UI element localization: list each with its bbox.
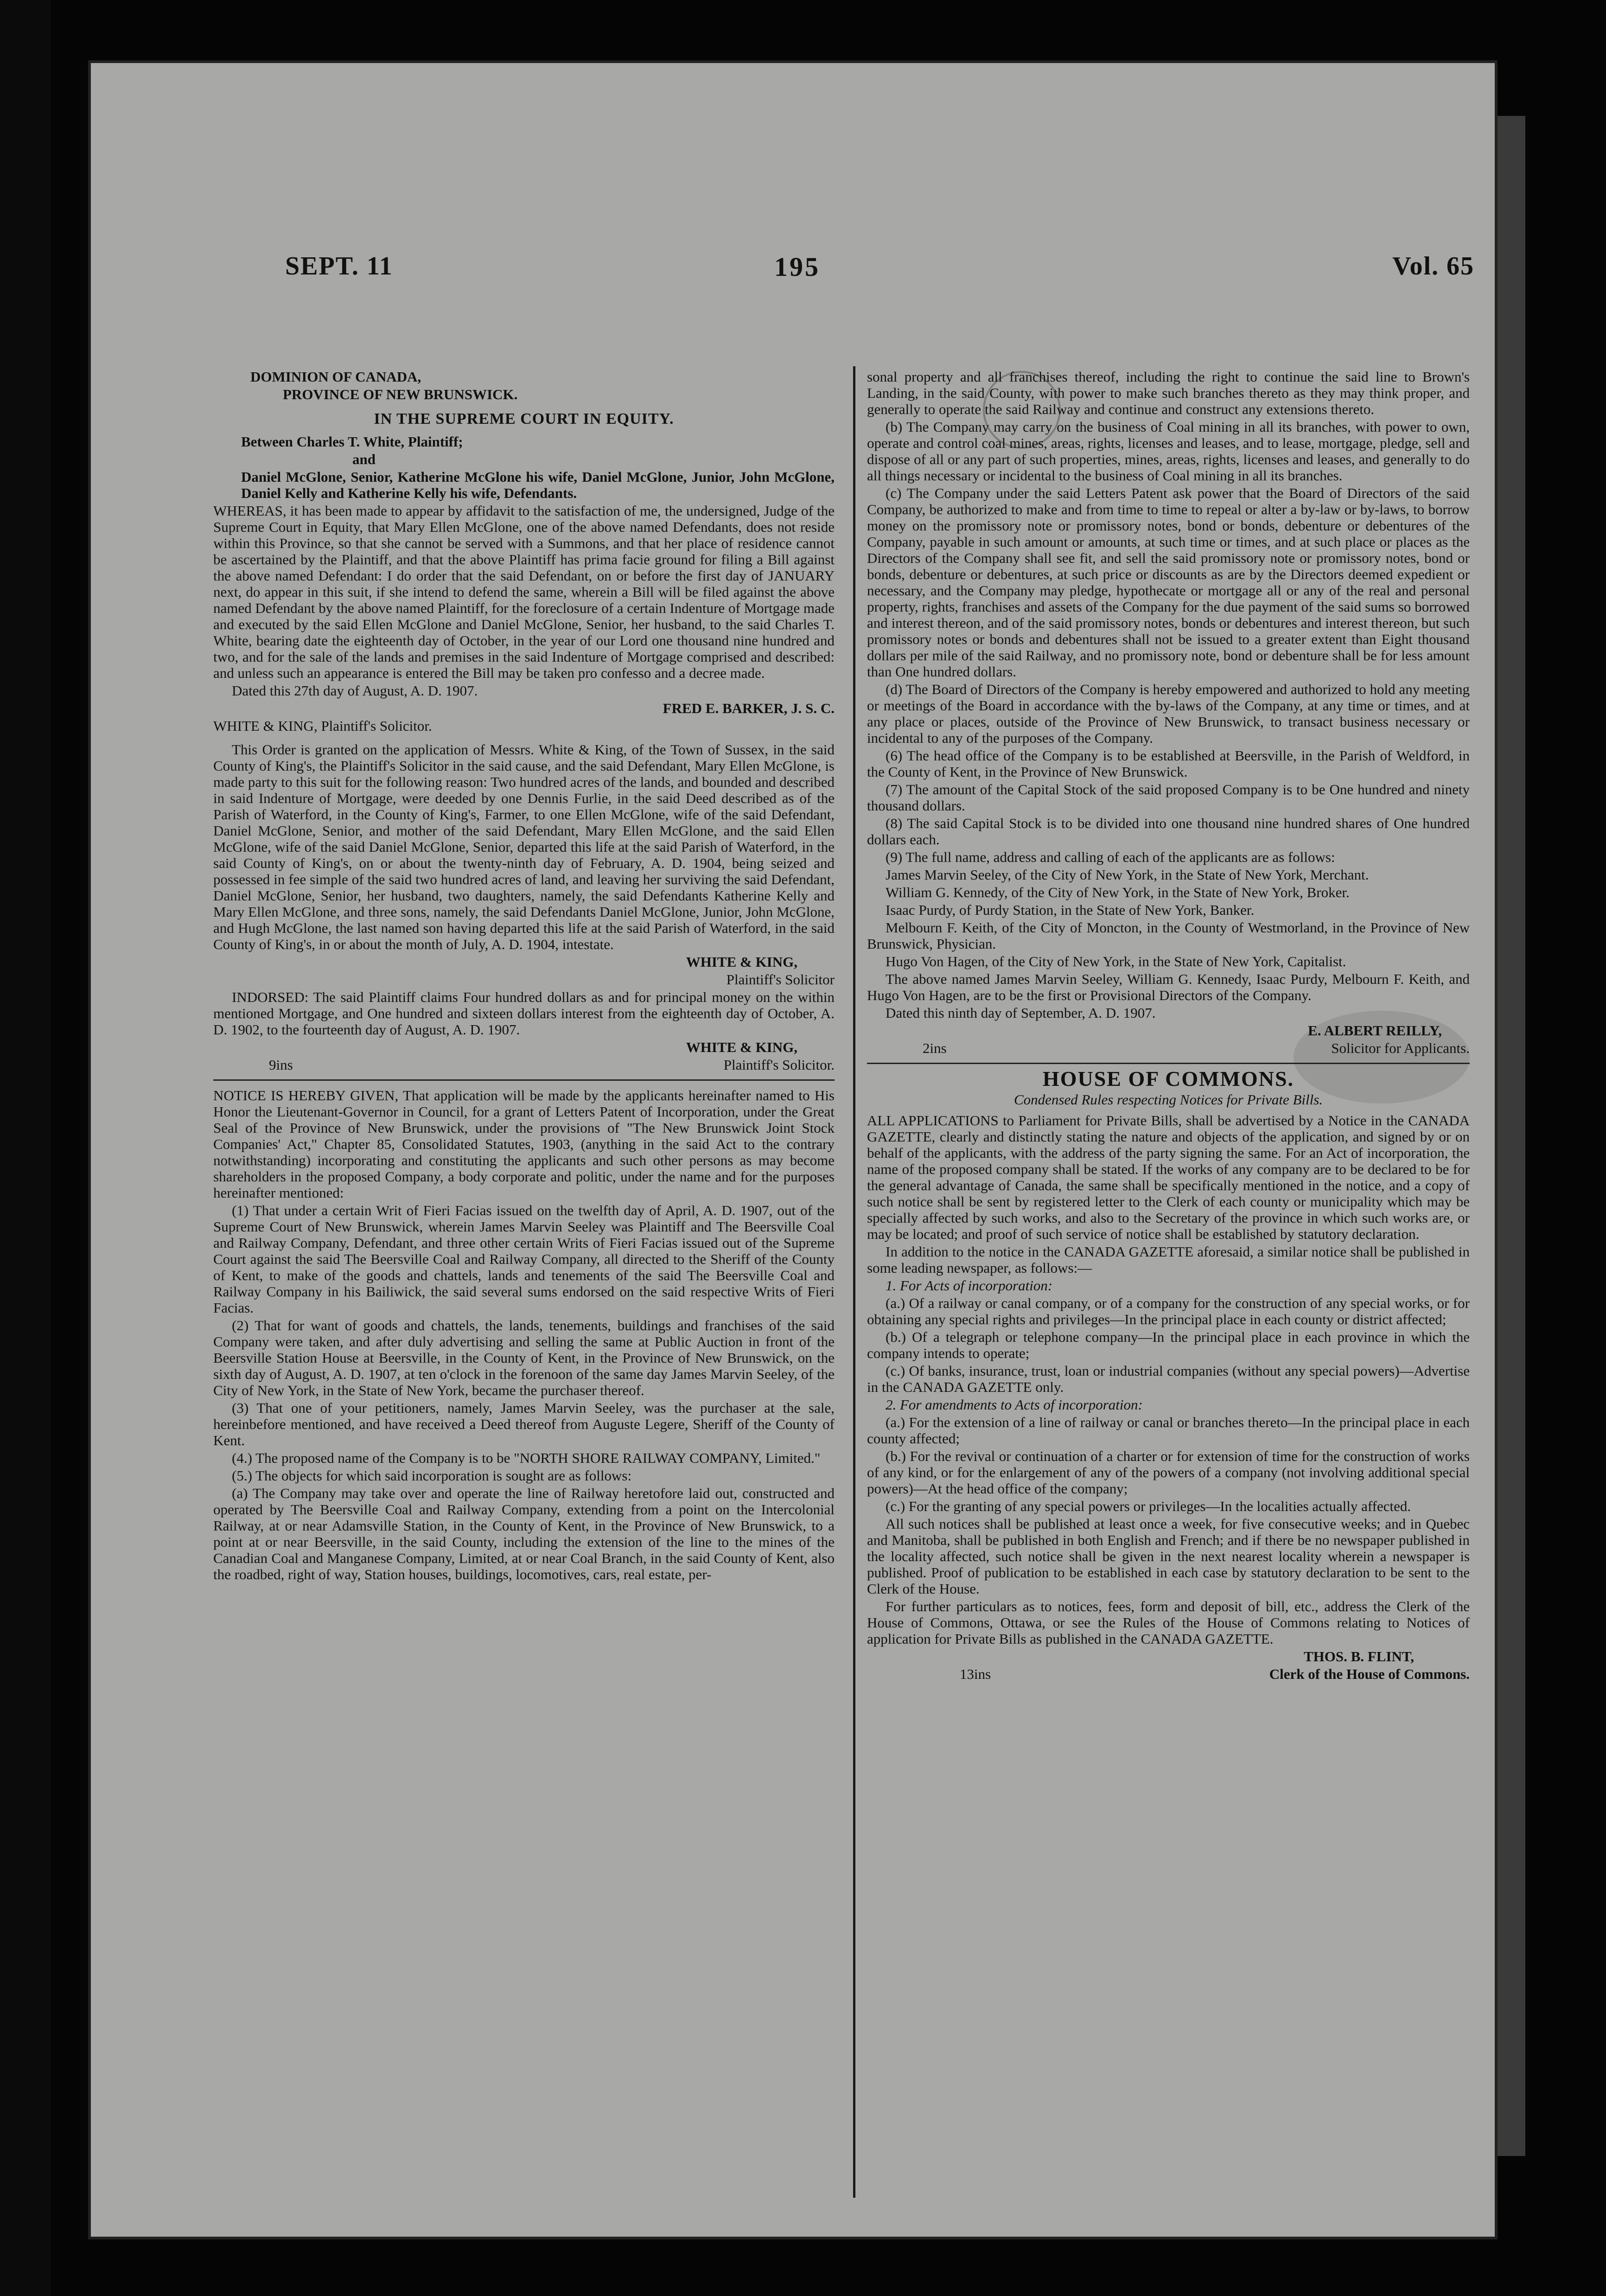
court-notice	[213, 369, 835, 1073]
court-signature-2-title: Plaintiff's Solicitor.	[723, 1057, 835, 1073]
hoc-item-1a: (a.) Of a railway or canal company, or of a company for the construction of any special works, or for obtaining any special rights and privileges—In the principal place in each county or district affected;	[867, 1295, 1470, 1327]
notice-signer-title: Solicitor for Applicants.	[1331, 1040, 1470, 1056]
notice-dated: Dated this ninth day of September, A. D. 1907.	[886, 1005, 1156, 1021]
court-title: IN THE SUPREME COURT IN EQUITY.	[374, 410, 674, 427]
hoc-rule-1: ALL APPLICATIONS to Parliament for Private Bills, shall be advertised by a Notice in the CANADA GAZETTE, clearly and distinctly stating the nature and objects of the application, and signed by or on behalf of the applicants, with the address of the party signing the same. For an Act of incorporation, the name of the proposed company shall be stated. If the works of any company are to be declared to be for the general advantage of Canada, the same shall be specifically mentioned in the notice, and a copy of such notice shall be sent by registered letter to the Clerk of each county or municipality which may be specially affected by such works, and also to the Secretary of the province in which such works are, or may be located; and proof of such service of notice shall be established by statutory declaration.	[867, 1112, 1470, 1242]
insertion-count-3: 13ins	[960, 1666, 991, 1682]
applicant-4: Melbourn F. Keith, of the City of Moncton, in the County of Westmorland, in the Province of New Brunswick, Physician.	[867, 919, 1470, 952]
provisional-directors: The above named James Marvin Seeley, William G. Kennedy, Isaac Purdy, Melbourn F. Keith, and Hugo Von Hagen, are to be the first or Provisional Directors of the Company.	[867, 971, 1470, 1003]
gazette-page	[88, 60, 1498, 2239]
hoc-heading-amendments: 2. For amendments to Acts of incorporation:	[886, 1397, 1143, 1413]
hoc-rule-3: All such notices shall be published at least once a week, for five consecutive weeks; and in Quebec and Manitoba, shall be published in both English and French; and if there be no newspaper published in the locality affected, such notice shall be given in the next nearest locality wherein a newspaper is published. Proof of publication to be established in each case by statutory declaration to be sent to the Clerk of the House.	[867, 1516, 1470, 1597]
notice-clause-6: (6) The head office of the Company is to be established at Beersville, in the Parish of Weldford, in the County of Kent, in the Province of New Brunswick.	[867, 747, 1470, 780]
notice-intro: NOTICE IS HEREBY GIVEN, That application will be made by the applicants hereinafter named to His Honor the Lieutenant-Governor in Council, for a grant of Letters Patent of Incorporation, under the Great Seal of the Province of New Brunswick, under the provisions of "The New Brunswick Joint Stock Companies' Act," Chapter 85, Consolidated Statutes, 1903, (anything in the said Act to the contrary notwithstanding) incorporating and constituting the applicants and such other persons as may become shareholders in the proposed Company, a body corporate and politic, under the name and for the purposes hereinafter mentioned:	[213, 1087, 835, 1201]
house-of-commons-subtitle: Condensed Rules respecting Notices for Private Bills.	[1013, 1091, 1323, 1108]
notice-continuation: sonal property and all franchises thereof, including the right to continue the said line to Brown's Landing, in the said County, with power to make such branches thereto as they may think proper, and generally to operate the said Railway and continue and construct any extensions thereto.	[867, 369, 1470, 417]
hoc-rule-4: For further particulars as to notices, fees, form and deposit of bill, etc., address the Clerk of the House of Commons, Ottawa, or see the Rules of the House of Commons relating to Notices of application for Private Bills as published in the CANADA GAZETTE.	[867, 1598, 1470, 1647]
notice-paragraph-5a: (a) The Company may take over and operate the line of Railway heretofore laid out, constructed and operated by The Beersville Coal and Railway Company, extending from a point on the Intercolonial Railway, at or near Adamsville Station, in the County of Kent, in the Province of New Brunswick, to a point at or near Beersville, in the said County, including the extension of the line to the mines of the Canadian Coal and Manganese Company, Limited, at or near Coal Branch, in the said County of Kent, also the roadbed, right of way, Station houses, buildings, locomotives, cars, real estate, per-	[213, 1485, 835, 1582]
notice-footer	[867, 1040, 1470, 1056]
court-between: Between Charles T. White, Plaintiff;	[241, 434, 463, 450]
notice-clause-9: (9) The full name, address and calling of each of the applicants are as follows:	[886, 849, 1335, 865]
notice-clause-7: (7) The amount of the Capital Stock of the said proposed Company is to be One hundred and ninety thousand dollars.	[867, 781, 1470, 814]
notice-paragraph-2: (2) That for want of goods and chattels, the lands, tenements, buildings and franchises of the said Company were taken, and after duly advertising and selling the same at Public Auction in front of the Beersville Station House at Beersville, in the County of Kent, in the Province of New Brunswick, on the sixth day of August, A. D. 1907, at ten o'clock in the forenoon of the same day James Marvin Seeley, of the City of New York, in the State of New York, became the purchaser thereof.	[213, 1317, 835, 1398]
clerk-name: THOS. B. FLINT,	[1303, 1648, 1414, 1665]
hoc-item-1c: (c.) Of banks, insurance, trust, loan or industrial companies (without any special powers)—Advertise in the CANADA GAZETTE only.	[867, 1363, 1470, 1395]
page-number: 195	[774, 252, 820, 282]
page-header	[88, 251, 1498, 288]
court-body: WHEREAS, it has been made to appear by affidavit to the satisfaction of me, the undersigned, Judge of the Supreme Court in Equity, that Mary Ellen McGlone, one of the above named Defendants, does not reside within this Province, so that she cannot be served with a Summons, and that her place of residence cannot be ascertained by the Plaintiff, and that the above Plaintiff has prima facie ground for filing a Bill against the above named Defendant: I do order that the said Defendant, on or before the first day of JANUARY next, do appear in this suit, if she intend to defend the same, wherein a Bill will be filed against the above named Defendant by the above named Plaintiff, for the foreclosure of a certain Indenture of Mortgage made and executed by the said Ellen McGlone and Daniel McGlone, Senior, her husband, to the said Charles T. White, bearing date the eighteenth day of October, in the year of our Lord one thousand nine hundred and two, and for the sale of the lands and premises in the said Indenture of Mortgage comprised and described: and unless such an appearance is entered the Bill may be taken pro confesso and a decree made.	[213, 503, 835, 681]
court-defendants: Daniel McGlone, Senior, Katherine McGlone his wife, Daniel McGlone, Junior, John McGlone, Daniel Kelly and Katherine Kelly his wife, Defendants.	[241, 469, 835, 501]
insertion-count-2: 2ins	[923, 1040, 947, 1056]
applicant-5: Hugo Von Hagen, of the City of New York, in the State of New York, Capitalist.	[886, 953, 1346, 969]
section-rule	[213, 1079, 835, 1081]
right-column	[867, 369, 1470, 1682]
notice-paragraph-5: (5.) The objects for which said incorporation is sought are as follows:	[232, 1467, 632, 1484]
court-signature: WHITE & KING,	[686, 954, 797, 970]
court-endorsed: INDORSED: The said Plaintiff claims Four hundred dollars as and for principal money on the within mentioned Mortgage, and One hundred and sixteen dollars interest from the eighteenth day of October, A. D. 1902, to the fourteenth day of August, A. D. 1907.	[213, 989, 835, 1038]
court-order: This Order is granted on the application of Messrs. White & King, of the Town of Sussex, in the said County of King's, the Plaintiff's Solicitor in the said cause, and the said Defendant, Mary Ellen McGlone, is made party to this suit for the following reason: Two hundred acres of the lands, and bounded and described in said Indenture of Mortgage, were deeded by one Dennis Furlie, in the said Deed described as of the Parish of Waterford, in the County of King's, Farmer, to one Ellen McGlone, wife of the said Defendant, Daniel McGlone, Senior, and mother of the said Defendant, Mary Ellen McGlone, and the said Ellen McGlone, wife of the said Daniel McGlone, Senior, departed this life at the said Parish of Waterford, in the said County of King's, on or about the twenty-ninth day of February, A. D. 1904, being seized and possessed in fee simple of the said two hundred acres of land, and leaving her surviving the said Defendant, Daniel McGlone, Senior, her husband, two daughters, namely, the said Defendants Katherine Kelly and Mary Ellen McGlone, and three sons, namely, the said Defendants Daniel McGlone, Junior, John McGlone, and Hugh McGlone, the last named son having departed this life at the said Parish of Waterford, in the said County of King's, in or about the month of July, A. D. 1904, intestate.	[213, 741, 835, 952]
hoc-heading-incorporation: 1. For Acts of incorporation:	[886, 1277, 1053, 1294]
left-column	[213, 369, 835, 1584]
hoc-item-2c: (c.) For the granting of any special powers or privileges—In the localities actually affected.	[886, 1498, 1411, 1514]
page-edge-shadow	[1498, 116, 1525, 2156]
insertion-count: 9ins	[269, 1057, 293, 1073]
hoc-footer	[867, 1666, 1470, 1682]
applicant-2: William G. Kennedy, of the City of New York, in the State of New York, Broker.	[886, 884, 1350, 900]
volume-number: Vol. 65	[1392, 252, 1474, 281]
clerk-title: Clerk of the House of Commons.	[1269, 1666, 1470, 1682]
applicant-1: James Marvin Seeley, of the City of New York, in the State of New York, Merchant.	[886, 867, 1369, 883]
house-of-commons-heading: HOUSE OF COMMONS.	[1042, 1067, 1294, 1091]
hoc-rule-2: In addition to the notice in the CANADA GAZETTE aforesaid, a similar notice shall be published in some leading newspaper, as follows:—	[867, 1244, 1470, 1276]
applicant-3: Isaac Purdy, of Purdy Station, in the State of New York, Banker.	[886, 902, 1255, 918]
hoc-item-1b: (b.) Of a telegraph or telephone company—In the principal place in each province in which the company intends to operate;	[867, 1329, 1470, 1361]
column-divider	[853, 366, 855, 2198]
notice-clause-c: (c) The Company under the said Letters Patent ask power that the Board of Directors of the said Company, be authorized to make and from time to time to repeal or alter a by-law or by-laws, to borrow money on the promissory note or promissory notes, bond or bonds, debenture or debentures of the Company, payable in such amount or amounts, at such time or times, and at such place or places as the Directors of the Company shall see fit, and sell the said promissory note or promissory notes, bond or bonds, debenture or debentures, at such price or discounts as are by the Directors deemed expedient or necessary, and the Company may pledge, hypothecate or mortgage all or any of the real and personal property, rights, franchises and assets of the Company for the due payment of the said sums so borrowed and interest thereon, and of the said promissory notes, bonds or debentures and interest thereon, but such promissory notes or bonds and debentures shall not be issued to a greater extent than Eight thousand dollars per mile of the said Railway, and no promissory note, bond or debenture shall be for less amount than One hundred dollars.	[867, 485, 1470, 680]
court-and: and	[352, 451, 376, 467]
notice-paragraph-3: (3) That one of your petitioners, namely, James Marvin Seeley, was the purchaser at the sale, hereinbefore mentioned, and have received a Deed thereof from Auguste Legere, Sheriff of the County of Kent.	[213, 1400, 835, 1448]
incorporation-notice	[213, 1087, 835, 1582]
court-signature-2: WHITE & KING,	[686, 1039, 797, 1055]
notice-paragraph-4: (4.) The proposed name of the Company is to be "NORTH SHORE RAILWAY COMPANY, Limited."	[232, 1450, 821, 1466]
court-province: PROVINCE OF NEW BRUNSWICK.	[283, 386, 518, 402]
court-solicitor: WHITE & KING, Plaintiff's Solicitor.	[213, 718, 432, 734]
scan-margin	[0, 0, 51, 2296]
court-dated: Dated this 27th day of August, A. D. 1907.	[232, 682, 478, 699]
section-rule-2	[867, 1063, 1470, 1064]
notice-paragraph-1: (1) That under a certain Writ of Fieri Facias issued on the twelfth day of April, A. D. 1907, out of the Supreme Court of New Brunswick, wherein James Marvin Seeley was Plaintiff and The Beersville Coal and Railway Company, Defendant, and three other certain Writs of Fieri Facias issued out of the Supreme Court against the said The Beersville Coal and Railway Company, all directed to the Sheriff of the County of Kent, to make of the goods and chattels, lands and tenements of the said The Beersville Coal and Railway Company in his Bailiwick, the said several sums endorsed on the said respective Writs of Fieri Facias.	[213, 1202, 835, 1316]
court-signature-title: Plaintiff's Solicitor	[726, 971, 835, 988]
issue-date: SEPT. 11	[285, 252, 393, 281]
notice-clause-d: (d) The Board of Directors of the Company is hereby empowered and authorized to hold any meeting or meetings of the Board in accordance with the by-laws of the Company, at any time or times, and at any place or places, outside of the Province of New Brunswick, to transact business necessary or incidental to any of the purposes of the Company.	[867, 681, 1470, 746]
court-dominion: DOMINION OF CANADA,	[250, 369, 421, 385]
hoc-item-2b: (b.) For the revival or continuation of a charter or for extension of time for the construction of works of any kind, or for the enlargement of any of the powers of a company (not involving additional special powers)—At the head office of the company;	[867, 1448, 1470, 1497]
notice-clause-8: (8) The said Capital Stock is to be divided into one thousand nine hundred shares of One hundred dollars each.	[867, 815, 1470, 848]
notice-clause-b: (b) The Company may carry on the business of Coal mining in all its branches, with power to own, operate and control coal mines, areas, rights, licenses and leases, and to lease, mortgage, pledge, sell and dispose of all or any part of such properties, mines, areas, rights, licenses and leases, and generally to do all things necessary or incidental to the business of Coal mining in all its branches.	[867, 419, 1470, 484]
court-footer	[213, 1057, 835, 1073]
notice-signer: E. ALBERT REILLY,	[1308, 1022, 1442, 1039]
court-judge: FRED E. BARKER, J. S. C.	[663, 700, 835, 716]
hoc-item-2a: (a.) For the extension of a line of railway or canal or branches thereto—In the principal place in each county affected;	[867, 1414, 1470, 1447]
